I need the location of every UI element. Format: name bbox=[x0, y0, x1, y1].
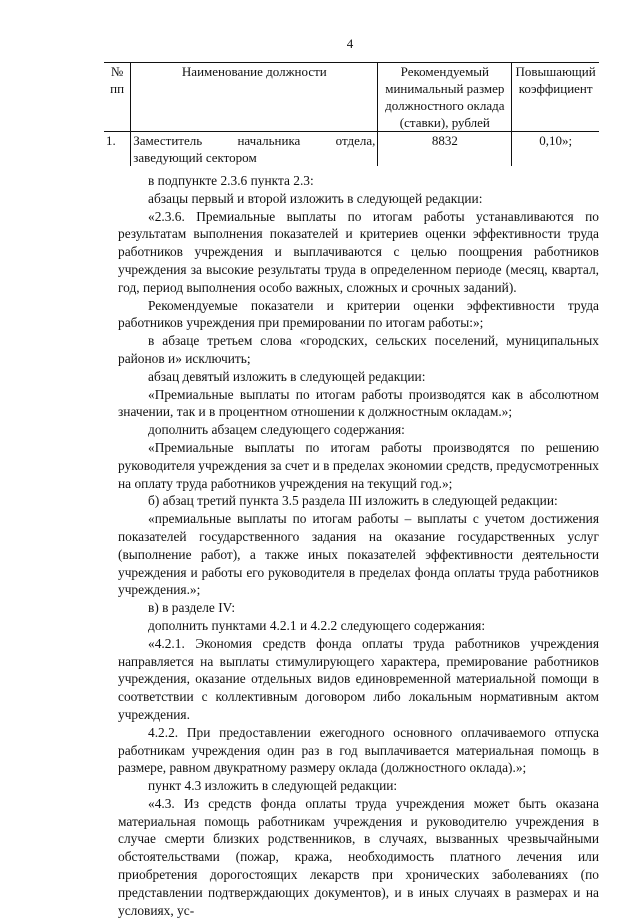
paragraph: дополнить абзацем следующего содержания: bbox=[148, 422, 405, 438]
paragraph: в подпункте 2.3.6 пункта 2.3: bbox=[148, 173, 314, 188]
paragraph: пункт 4.3 изложить в следующей редакции: bbox=[148, 778, 398, 794]
paragraph: «2.3.6. Премиальные выплаты по итогам работы устанавливаются по результатам выполнения показателей и критериев оценки эффективности труда работников учреждения и выплачиваются с целью поощрения работников учреждения за высокие результаты труда в определенном периоде (месяц, квартал, год, период выполнения особо важных, сложных и срочных заданий). bbox=[118, 208, 599, 295]
row-min-salary: 8832 bbox=[378, 132, 512, 167]
header-coefficient: Повышающий коэффициент bbox=[512, 63, 599, 132]
position-salary-table bbox=[104, 62, 599, 166]
row-position-name: Заместитель начальника отдела, заведующий сектором bbox=[131, 132, 378, 167]
header-position-name: Наименование должности bbox=[131, 63, 378, 132]
header-min-salary: Рекомендуемый минимальный размер должностного оклада (ставки), рублей bbox=[378, 63, 512, 132]
paragraph: в абзаце третьем слова «городских, сельских поселений, муниципальных районов и» исключить; bbox=[118, 333, 599, 366]
paragraph: дополнить пунктами 4.2.1 и 4.2.2 следующего содержания: bbox=[148, 617, 486, 633]
paragraph: б) абзац третий пункта 3.5 раздела III изложить в следующей редакции: bbox=[148, 493, 558, 509]
paragraph: «4.3. Из средств фонда оплаты труда учреждения может быть оказана материальная помощь работникам учреждения и руководителю учреждения в случае смерти близких родственников, в случаях, вызванных чрезвычайными обстоятельствами (пожар, кража, необходимость платного лечения или приобретения дорогостоящих лекарств при хронических заболеваниях (по представлении подтверждающих документов), и в иных случаях в размерах и на условиях, ус- bbox=[118, 795, 599, 918]
paragraph: Рекомендуемые показатели и критерии оценки эффективности труда работников учреждения при премировании по итогам работы:»; bbox=[118, 297, 599, 331]
table-row bbox=[104, 132, 599, 167]
document-body bbox=[118, 172, 599, 919]
paragraph: 4.2.2. При предоставлении ежегодного основного оплачиваемого отпуска работникам учреждения один раз в год выплачивается материальная помощь в размере, равном двукратному размеру оклада (должностного оклада).»; bbox=[118, 724, 599, 776]
header-number: № пп bbox=[104, 63, 131, 132]
paragraph: «Премиальные выплаты по итогам работы производятся по решению руководителя учреждения за счет и в пределах экономии средств, предусмотренных на оплату труда работников учреждения на текущий год.»; bbox=[118, 439, 599, 491]
row-coefficient: 0,10»; bbox=[512, 132, 599, 167]
table-header-row bbox=[104, 63, 599, 132]
paragraph: «Премиальные выплаты по итогам работы производятся как в абсолютном значении, так и в процентном отношении к должностным окладам.»; bbox=[118, 386, 599, 420]
paragraph: «4.2.1. Экономия средств фонда оплаты труда работников учреждения направляется на выплаты стимулирующего характера, премирование работников учреждения, оказание отдельных видов единовременной материальной помощи в соответствии с коллективным договором либо локальным нормативным актом учреждения. bbox=[118, 635, 599, 722]
paragraph: абзац девятый изложить в следующей редакции: bbox=[148, 368, 426, 384]
page-number: 4 bbox=[346, 36, 354, 51]
paragraph: «премиальные выплаты по итогам работы – выплаты с учетом достижения показателей государственного задания на оказание государственных услуг (выполнение работ), а также иных показателей эффективности деятельности учреждения и работы его руководителя в пределах фонда оплаты труда работников учреждения.»; bbox=[118, 511, 599, 598]
paragraph: абзацы первый и второй изложить в следующей редакции: bbox=[148, 190, 483, 206]
paragraph: в) в разделе IV: bbox=[148, 600, 236, 616]
row-number: 1. bbox=[104, 132, 131, 167]
